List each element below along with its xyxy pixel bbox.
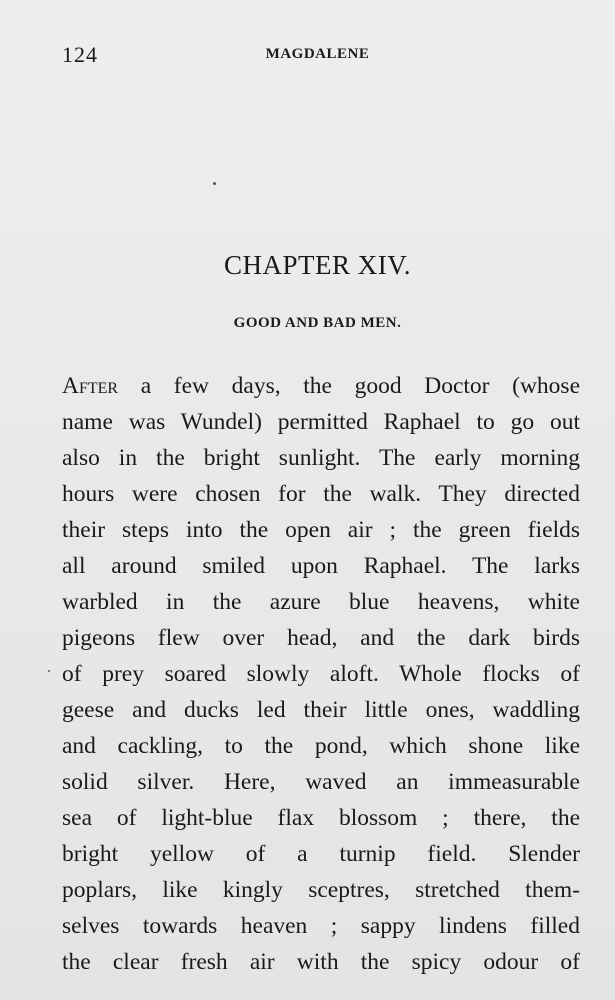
text-line: poplars, like kingly sceptres, stretched them- xyxy=(62,877,580,903)
text-line: sea of light-blue flax blossom ; there, the xyxy=(62,805,580,831)
text-line: geese and ducks led their little ones, waddling xyxy=(62,697,580,723)
text-line: their steps into the open air ; the green fields xyxy=(62,517,580,543)
opening-word: After xyxy=(62,373,119,399)
text-line: and cackling, to the pond, which shone like xyxy=(62,733,580,759)
text-line: pigeons flew over head, and the dark birds xyxy=(62,625,580,651)
body-text xyxy=(62,368,580,980)
print-speck xyxy=(213,182,216,185)
text-line: warbled in the azure blue heavens, white xyxy=(62,589,580,615)
running-title: MAGDALENE xyxy=(265,46,370,62)
chapter-title: CHAPTER XIV. xyxy=(223,250,412,280)
text-line: selves towards heaven ; sappy lindens filled xyxy=(62,913,580,939)
page-number: 124 xyxy=(62,42,98,67)
text-line: hours were chosen for the walk. They directed xyxy=(62,481,580,507)
text-line xyxy=(62,368,580,404)
text-line: solid silver. Here, waved an immeasurable xyxy=(62,769,580,795)
text-line: also in the bright sunlight. The early morning xyxy=(62,445,580,471)
text-line: of prey soared slowly aloft. Whole flocks of xyxy=(62,661,580,687)
text-line: the clear fresh air with the spicy odour of xyxy=(62,949,580,975)
chapter-subtitle: GOOD AND BAD MEN. xyxy=(233,315,402,331)
text-line: all around smiled upon Raphael. The larks xyxy=(62,553,580,579)
text-line-rest: a few days, the good Doctor (whose xyxy=(118,373,580,399)
print-speck xyxy=(48,670,50,672)
text-line: name was Wundel) permitted Raphael to go out xyxy=(62,409,580,435)
text-line: bright yellow of a turnip field. Slender xyxy=(62,841,580,867)
